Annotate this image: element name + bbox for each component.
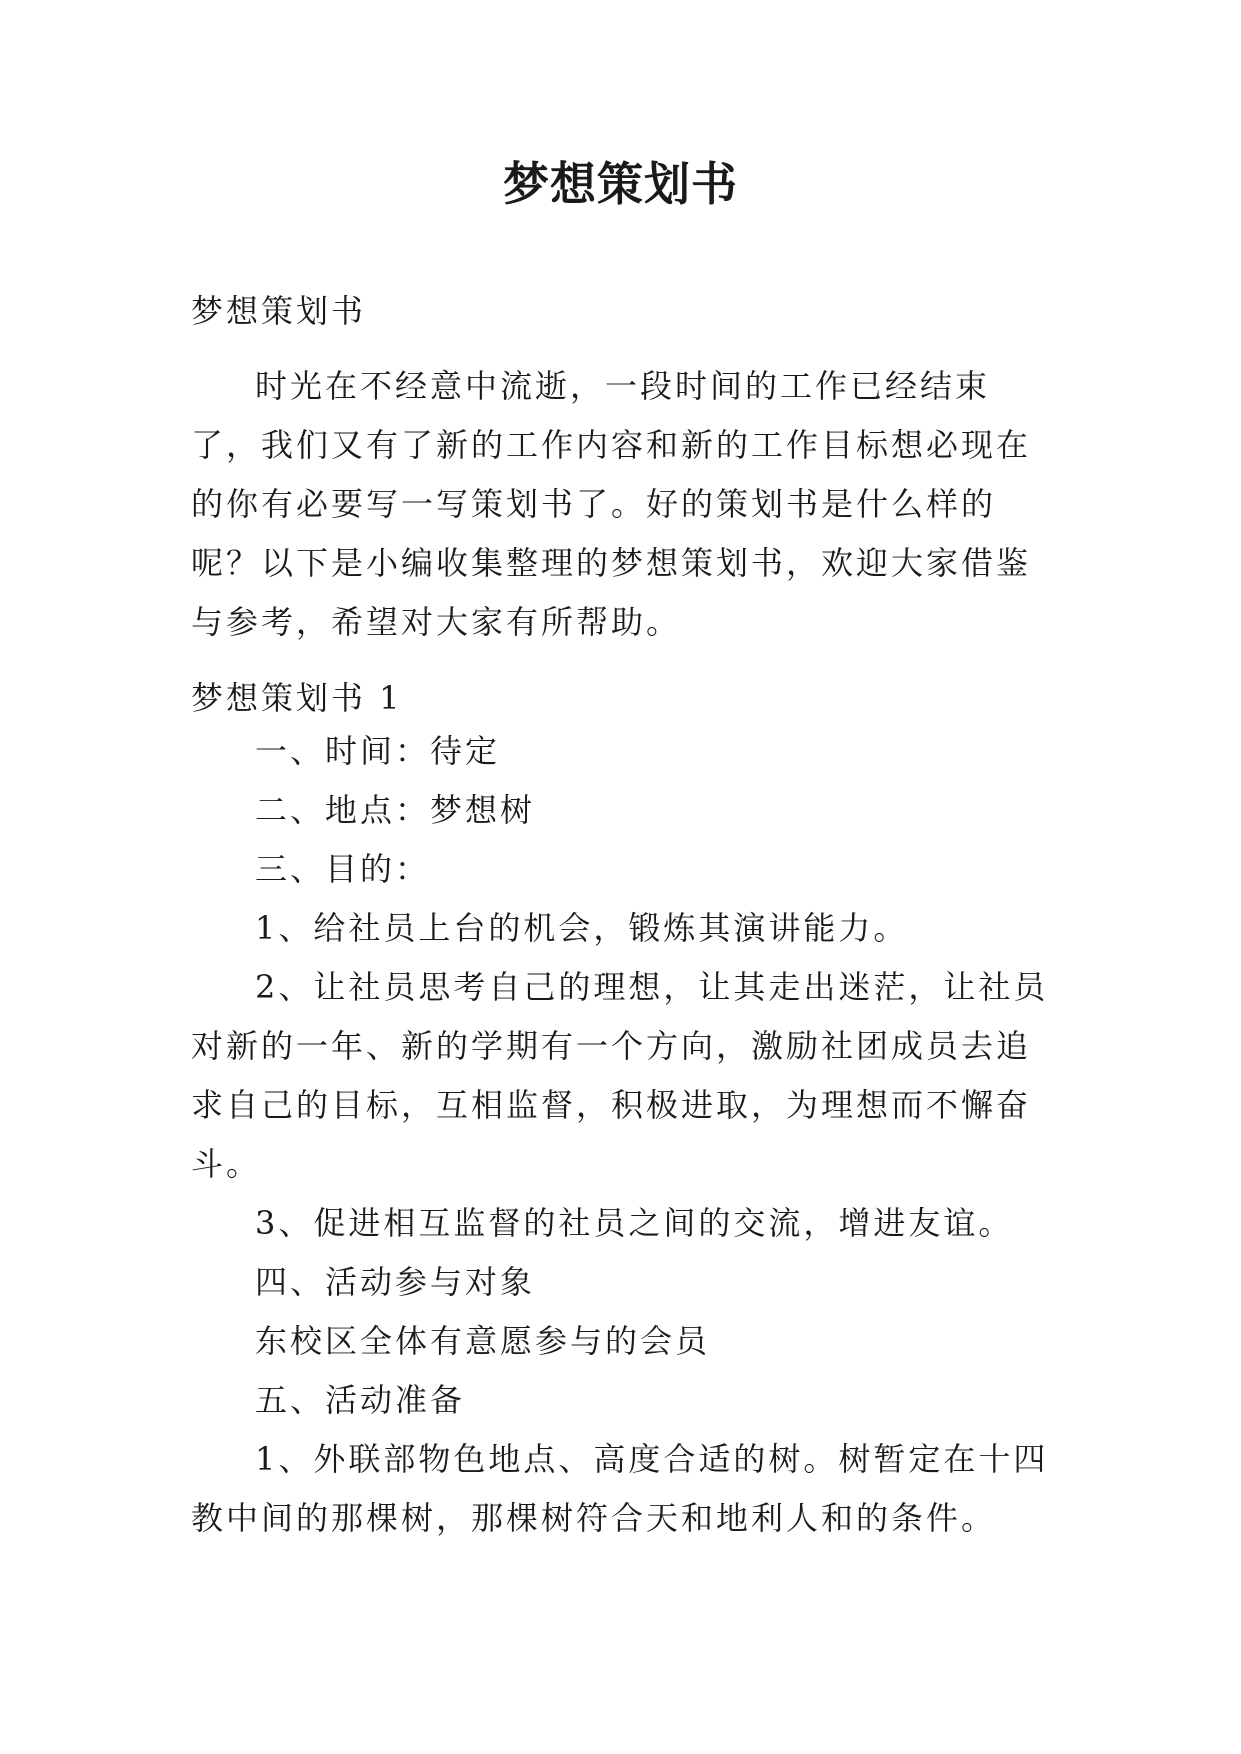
line-preparation-heading: 五、活动准备 [255,1381,466,1419]
intro-paragraph: 时光在不经意中流逝，一段时间的工作已经结束了，我们又有了新的工作内容和新的工作目标想必现在的你有必要写一写策划书了。好的策划书是什么样的呢？以下是小编收集整理的梦想策划书，欢迎大家借鉴与参考，希望对大家有所帮助。 [191,367,1032,641]
section-heading: 梦想策划书 1 [191,679,403,717]
line-location: 二、地点：梦想树 [255,791,536,829]
line-purpose-1: 1、给社员上台的机会，锻炼其演讲能力。 [255,909,909,947]
line-purpose-2: 2、让社员思考自己的理想，让其走出迷茫，让社员对新的一年、新的学期有一个方向，激励社团成员去追求自己的目标，互相监督，积极进取，为理想而不懈奋斗。 [191,968,1049,1183]
line-preparation-1: 1、外联部物色地点、高度合适的树。树暂定在十四教中间的那棵树，那棵树符合天和地利人和的条件。 [191,1440,1049,1537]
section-body [191,722,1051,1548]
line-participants-heading: 四、活动参与对象 [255,1263,536,1301]
line-time: 一、时间：待定 [255,732,501,770]
intro-paragraph-block [191,357,1051,652]
document-subtitle: 梦想策划书 [191,292,367,330]
document-title: 梦想策划书 [503,157,738,211]
line-purpose-3: 3、促进相互监督的社员之间的交流，增进友谊。 [255,1204,1014,1242]
line-purpose: 三、目的： [255,850,431,888]
line-participants: 东校区全体有意愿参与的会员 [255,1322,711,1360]
